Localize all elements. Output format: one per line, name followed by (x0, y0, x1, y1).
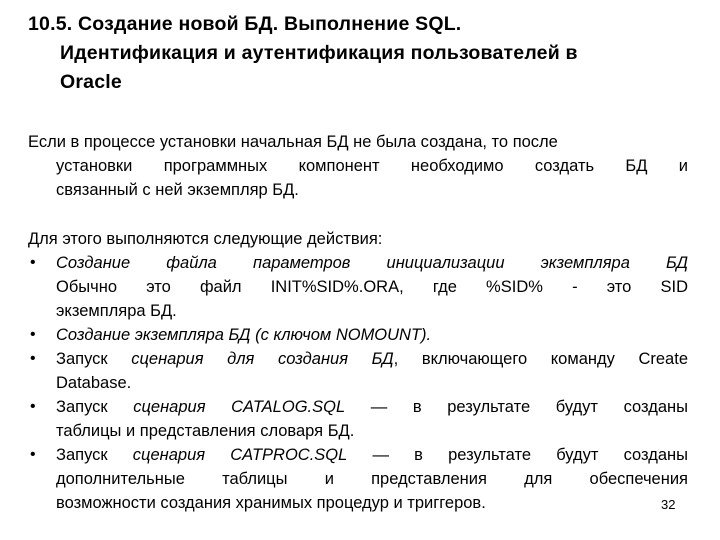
list-item (28, 347, 688, 395)
list-item-line: дополнительные таблицы и представления для обеспечения (56, 470, 688, 488)
bullet-icon: • (30, 254, 36, 271)
list-item-line (56, 323, 688, 347)
slide-title (28, 10, 698, 97)
list-item-italic: сценария для создания БД (131, 350, 394, 368)
bullet-icon: • (30, 398, 36, 415)
list-item-line: Обычно это файл INIT%SID%.ORA, где %SID% - это SID (56, 278, 688, 296)
page-number: 32 (661, 497, 676, 512)
list-item-italic: сценария CATALOG.SQL (133, 398, 346, 416)
title-line-1: 10.5. Создание новой БД. Выполнение SQL. (28, 13, 462, 35)
list-item-line: таблицы и представления словаря БД. (56, 422, 355, 440)
list-item-italic: сценария CATPROC.SQL (132, 446, 348, 464)
list-item-line (56, 443, 688, 467)
list-item (28, 323, 688, 347)
list-item (28, 395, 688, 443)
intro-line-1: Если в процессе установки начальная БД не была создана, то после (28, 133, 558, 151)
list-item-text: — в результате будут созданы (345, 398, 689, 416)
bullet-icon: • (30, 446, 36, 463)
list-item-italic: Создание файла параметров инициализации экземпляра БД (56, 254, 688, 272)
bullet-icon: • (30, 350, 36, 367)
list-item (28, 251, 688, 323)
list-item-italic: Создание экземпляра БД (с ключом NOMOUNT). (56, 326, 432, 344)
bullet-icon: • (30, 326, 36, 343)
list-item-text: Запуск (56, 398, 134, 416)
list-item-line (56, 347, 688, 371)
list-item (28, 443, 688, 515)
intro-line-3: связанный с ней экземпляр БД. (56, 181, 299, 199)
list-item-line: экземпляра БД. (56, 302, 177, 320)
list-item-line (56, 251, 688, 275)
list-item-text: Запуск (56, 446, 133, 464)
intro-paragraph (28, 130, 688, 202)
list-item-line (56, 395, 688, 419)
intro-line-2: установки программных компонент необходимо создать БД и (56, 157, 688, 175)
list-item-text: , включающего команду Create (393, 350, 688, 368)
list-item-text: Запуск (56, 350, 132, 368)
list-item-line: Database. (56, 374, 132, 392)
list-item-line: возможности создания хранимых процедур и триггеров. (56, 494, 486, 512)
list-item-text: — в результате будут созданы (347, 446, 689, 464)
actions-lead: Для этого выполняются следующие действия: (28, 230, 383, 248)
title-line-2: Идентификация и аутентификация пользователей в (60, 42, 578, 64)
title-line-3: Oracle (60, 71, 122, 93)
actions-section (28, 227, 688, 515)
